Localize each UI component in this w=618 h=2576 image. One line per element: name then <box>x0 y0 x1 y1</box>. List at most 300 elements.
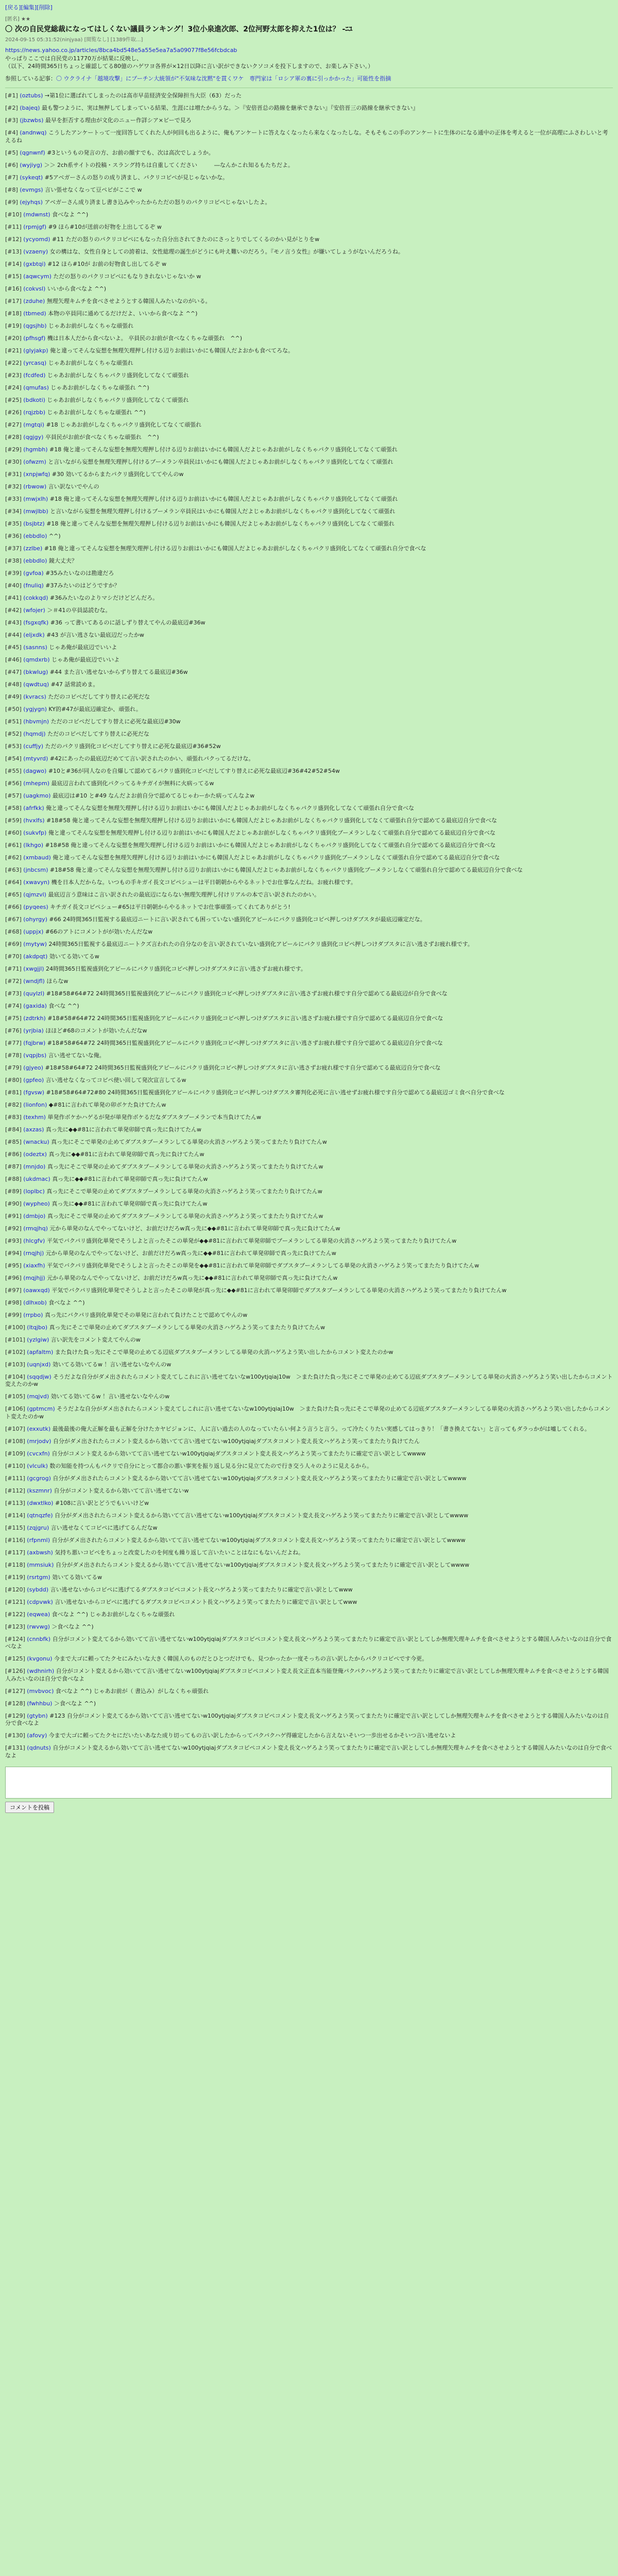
post-item <box>5 829 613 837</box>
post-number[interactable]: [#87] <box>5 1163 22 1170</box>
post-user-id[interactable]: (qjmzvl) <box>23 891 46 898</box>
post-text: 効いてる効いてるw ！言い逃せないなやんのw <box>50 1393 170 1400</box>
post-user-id[interactable]: (ohyrgy) <box>23 916 47 923</box>
post-user-id[interactable]: (dlhxob) <box>23 1299 47 1306</box>
post-user-id[interactable]: (xmbaud) <box>23 854 51 861</box>
post-user-id[interactable]: (oawxqd) <box>23 1286 50 1294</box>
post-user-id[interactable]: (gtybn) <box>27 1712 48 1719</box>
post-user-id[interactable]: (akdpqt) <box>23 953 48 960</box>
post-user-id[interactable]: (uppjx) <box>23 928 44 935</box>
post-user-id[interactable]: (wypheo) <box>23 1200 50 1207</box>
post-number[interactable]: [#1] <box>5 92 18 99</box>
post-user-id[interactable]: (kvgonu) <box>27 1655 53 1662</box>
post-number[interactable]: [#61] <box>5 841 22 849</box>
post-number[interactable]: [#60] <box>5 829 22 836</box>
post-number[interactable]: [#7] <box>5 174 18 181</box>
post-number[interactable]: [#93] <box>5 1237 22 1244</box>
post-user-id[interactable]: (uagkmo) <box>23 792 51 799</box>
post-number[interactable]: [#86] <box>5 1150 22 1158</box>
post-user-id[interactable]: (cdpvwk) <box>27 1598 53 1605</box>
post-number[interactable]: [#34] <box>5 507 22 515</box>
post-number[interactable]: [#25] <box>5 396 22 403</box>
post-number[interactable]: [#89] <box>5 1188 22 1195</box>
post-number[interactable]: [#131] <box>5 1744 25 1751</box>
post-text: #18#58 俺と違ってそんな妄想を無理矢理押し付ける辺りお前はいかにも韓国人だよじゃあお前がしなくちゃパクリ盛到化ブーメランしなくて頑張れ自分で認めてる最底辺自分で食べな <box>49 866 523 873</box>
post-user-id[interactable]: (jnbcsm) <box>23 866 48 873</box>
post-user-id[interactable]: (mmsiuk) <box>27 1561 54 1568</box>
post-user-id[interactable]: (andnwq) <box>20 129 47 136</box>
post-user-id[interactable]: (evmgs) <box>20 186 43 193</box>
post-user-id[interactable]: (afovy) <box>27 1732 47 1739</box>
post-number[interactable]: [#125] <box>5 1655 25 1662</box>
post-user-id[interactable]: (quylzl) <box>23 990 45 997</box>
post-item <box>5 743 613 751</box>
post-number[interactable]: [#73] <box>5 990 22 997</box>
post-user-id[interactable]: (gxbtqi) <box>23 260 46 267</box>
post-user-id[interactable]: (pfhsgf) <box>23 334 46 342</box>
post-number[interactable]: [#121] <box>5 1598 25 1605</box>
post-user-id[interactable]: (mrjodv) <box>27 1437 52 1445</box>
back-link[interactable]: [戻る] <box>5 4 21 11</box>
post-number[interactable]: [#82] <box>5 1101 22 1108</box>
post-item <box>5 1126 613 1134</box>
post-user-id[interactable]: (sukvfp) <box>23 829 47 836</box>
post-user-id[interactable]: (qtnqzfe) <box>27 1512 53 1519</box>
edit-link[interactable]: [編集] <box>21 4 37 11</box>
post-number[interactable]: [#23] <box>5 371 22 379</box>
post-user-id[interactable]: (xnpjwfq) <box>23 470 50 478</box>
post-user-id[interactable]: (gcgrog) <box>27 1475 51 1482</box>
post-user-id[interactable]: (lkhgo) <box>23 841 43 849</box>
post-text: ＞食べなよ ^^) <box>52 1623 94 1630</box>
post-text: 平気でバクパリ盛到化単発でそうしよと言ったそこの単発を◆◆#81に言われて単発卯師でダブスタブーメランしてる単発の火消さハゲろよう笑ってまたたり負けてたんw <box>47 1262 479 1269</box>
post-user-id[interactable]: (dwxtlko) <box>27 1499 54 1506</box>
post-user-id[interactable]: (eljxdk) <box>23 631 45 638</box>
post-number[interactable]: [#26] <box>5 409 22 416</box>
post-number[interactable]: [#54] <box>5 755 22 762</box>
post-item <box>5 421 613 429</box>
post-number[interactable]: [#55] <box>5 767 22 774</box>
post-text: ◆#81に言われて単発の卯ボケた負けてたんw <box>48 1101 166 1108</box>
post-number[interactable]: [#67] <box>5 916 22 923</box>
post-number[interactable]: [#109] <box>5 1450 25 1457</box>
post-user-id[interactable]: (glyjakp) <box>23 347 48 354</box>
post-user-id[interactable]: (qgsjhb) <box>23 322 47 329</box>
post-user-id[interactable]: (apfaltm) <box>27 1348 54 1355</box>
post-number[interactable]: [#112] <box>5 1487 25 1494</box>
post-user-id[interactable]: (qwdtuq) <box>23 681 49 688</box>
post-number[interactable]: [#21] <box>5 347 22 354</box>
post-number[interactable]: [#123] <box>5 1623 25 1630</box>
post-item <box>5 1549 613 1557</box>
post-user-id[interactable]: (jbzwbs) <box>20 117 44 124</box>
post-user-id[interactable]: (axbwsh) <box>27 1549 53 1556</box>
post-user-id[interactable]: (cvcxfn) <box>27 1450 50 1457</box>
post-user-id[interactable]: (wfojer) <box>23 606 45 614</box>
post-user-id[interactable]: (gvfoa) <box>23 569 44 577</box>
post-item <box>5 867 613 874</box>
post-number[interactable]: [#66] <box>5 903 22 910</box>
post-user-id[interactable]: (fwhhbu) <box>27 1700 53 1707</box>
post-user-id[interactable]: (bdkoti) <box>23 396 45 403</box>
post-user-id[interactable]: (dmbjo) <box>23 1212 46 1219</box>
post-number[interactable]: [#47] <box>5 668 22 675</box>
post-number[interactable]: [#39] <box>5 569 22 577</box>
post-number[interactable]: [#52] <box>5 730 22 737</box>
post-user-id[interactable]: (mdwnst) <box>23 211 50 218</box>
post-number[interactable]: [#14] <box>5 260 22 267</box>
post-number[interactable]: [#106] <box>5 1405 25 1412</box>
post-user-id[interactable]: (mqjhjj) <box>23 1274 45 1281</box>
post-number[interactable]: [#27] <box>5 421 22 428</box>
post-user-id[interactable]: (wndjfl) <box>23 977 45 985</box>
post-number[interactable]: [#111] <box>5 1475 25 1482</box>
post-number[interactable]: [#70] <box>5 953 22 960</box>
post-number[interactable]: [#19] <box>5 322 22 329</box>
post-text: 気持ち悪いコピペをちょっと改変したのを何度も繰り返して言いたいことはなにもないんだよね。 <box>55 1549 304 1556</box>
post-number[interactable]: [#63] <box>5 866 22 873</box>
post-user-id[interactable]: (pyqees) <box>23 903 48 910</box>
post-user-id[interactable]: (qmufas) <box>23 384 49 391</box>
post-number[interactable]: [#56] <box>5 779 22 787</box>
post-text: じゃあお前がしなくちゃな頑張れ <box>48 359 133 366</box>
post-number[interactable]: [#124] <box>5 1635 25 1642</box>
post-number[interactable]: [#130] <box>5 1732 25 1739</box>
post-user-id[interactable]: (axzas) <box>23 1126 44 1133</box>
post-user-id[interactable]: (ebbdlo) <box>23 557 47 564</box>
post-user-id[interactable]: (qgjgy) <box>23 433 44 440</box>
post-number[interactable]: [#46] <box>5 656 22 663</box>
post-number[interactable]: [#15] <box>5 273 22 280</box>
post-number[interactable]: [#108] <box>5 1437 25 1445</box>
post-user-id[interactable]: (mhepm) <box>23 779 50 787</box>
post-text: 効いてる効いてるw ！言い逃せないなやんのw <box>52 1361 171 1368</box>
post-number[interactable]: [#105] <box>5 1393 25 1400</box>
post-number[interactable]: [#38] <box>5 557 22 564</box>
post-user-id[interactable]: (exxutk) <box>27 1425 51 1432</box>
post-user-id[interactable]: (aqwcym) <box>23 273 52 280</box>
post-user-id[interactable]: (oztubs) <box>20 92 43 99</box>
op-line: やっぱりここでは自民党の11770万が結果に反映し、 <box>5 55 142 62</box>
post-number[interactable]: [#8] <box>5 186 18 193</box>
post-user-id[interactable]: (mvbvoc) <box>27 1687 54 1694</box>
source-link[interactable]: https://news.yahoo.co.jp/articles/8bca4bd548e5a55e5ea7a5a09077f8e56fcbdcab <box>5 47 237 54</box>
post-number[interactable]: [#107] <box>5 1425 25 1432</box>
post-number[interactable]: [#12] <box>5 235 22 243</box>
post-number[interactable]: [#94] <box>5 1249 22 1257</box>
post-number[interactable]: [#88] <box>5 1175 22 1182</box>
post-number[interactable]: [#129] <box>5 1712 25 1719</box>
post-user-id[interactable]: (cokvsl) <box>23 285 46 292</box>
post-number[interactable]: [#115] <box>5 1524 25 1531</box>
post-number[interactable]: [#10] <box>5 211 22 218</box>
post-number[interactable]: [#78] <box>5 1052 22 1059</box>
post-number[interactable]: [#24] <box>5 384 22 391</box>
post-user-id[interactable]: (kvracs) <box>23 693 46 700</box>
post-item <box>5 768 613 775</box>
post-user-id[interactable]: (ejyhqs) <box>20 198 43 206</box>
post-number[interactable]: [#81] <box>5 1089 22 1096</box>
post-number[interactable]: [#31] <box>5 470 22 478</box>
post-user-id[interactable]: (qgnwnf) <box>20 149 45 156</box>
post-number[interactable]: [#6] <box>5 161 18 168</box>
post-user-id[interactable]: (kszmnr) <box>27 1487 52 1494</box>
post-number[interactable]: [#9] <box>5 198 18 206</box>
post-item <box>5 298 613 306</box>
post-user-id[interactable]: (yrjbia) <box>23 1027 44 1034</box>
post-user-id[interactable]: (zzlbe) <box>23 545 43 552</box>
post-text: また負けた負っ先にそこで単発の止めてる辺底ダブスタブーメランしてる単発の火消ハゲろよう笑い出したからコメント変えたのかw <box>55 1348 393 1355</box>
post-number[interactable]: [#80] <box>5 1076 22 1083</box>
post-user-id[interactable]: (bsjbtz) <box>23 520 45 527</box>
post-number[interactable]: [#95] <box>5 1262 22 1269</box>
post-item <box>5 496 613 503</box>
post-user-id[interactable]: (dagwo) <box>23 767 47 774</box>
post-user-id[interactable]: (mqjvd) <box>27 1393 49 1400</box>
post-number[interactable]: [#53] <box>5 742 22 750</box>
post-text: #18 俺と違ってそんな妄想を無理矢理押し付ける辺りお前はいかにも韓国人だよじゃあお前がしなくちゃパクリ盛到化してなくて頑張れ <box>49 495 398 502</box>
post-user-id[interactable]: (odeztx) <box>23 1150 47 1158</box>
post-number[interactable]: [#35] <box>5 520 22 527</box>
post-user-id[interactable]: (mtyvrd) <box>23 755 48 762</box>
post-number[interactable]: [#71] <box>5 965 22 972</box>
post-user-id[interactable]: (gjyeo) <box>23 1064 43 1071</box>
post-user-id[interactable]: (rmqjhq) <box>23 1225 48 1232</box>
post-number[interactable]: [#41] <box>5 594 22 601</box>
post-number[interactable]: [#3] <box>5 117 18 124</box>
post-user-id[interactable]: (zqjgru) <box>27 1524 49 1531</box>
post-user-id[interactable]: (mgtqi) <box>23 421 44 428</box>
post-number[interactable]: [#84] <box>5 1126 22 1133</box>
post-number[interactable]: [#74] <box>5 1002 22 1009</box>
delete-link[interactable]: [削除] <box>37 4 53 11</box>
post-number[interactable]: [#117] <box>5 1549 25 1556</box>
post-number[interactable]: [#110] <box>5 1462 25 1469</box>
post-user-id[interactable]: (rqjzbb) <box>23 409 45 416</box>
post-user-id[interactable]: (gaxida) <box>23 1002 47 1009</box>
post-user-id[interactable]: (rpmjgf) <box>23 223 47 230</box>
post-number[interactable]: [#11] <box>5 223 22 230</box>
post-user-id[interactable]: (gpfeo) <box>23 1076 44 1083</box>
post-user-id[interactable]: (uqnjxd) <box>27 1361 51 1368</box>
post-number[interactable]: [#42] <box>5 606 22 614</box>
post-number[interactable]: [#120] <box>5 1586 25 1593</box>
post-number[interactable]: [#62] <box>5 854 22 861</box>
post-number[interactable]: [#68] <box>5 928 22 935</box>
post-user-id[interactable]: (rsrtgm) <box>27 1573 50 1581</box>
post-number[interactable]: [#103] <box>5 1361 25 1368</box>
post-text: ただのコピペだしてすり替えに必死な最底辺#30w <box>50 718 181 725</box>
post-user-id[interactable]: (rrpbo) <box>23 1311 43 1318</box>
post-number[interactable]: [#48] <box>5 681 22 688</box>
post-user-id[interactable]: (vzaeny) <box>23 248 48 255</box>
post-user-id[interactable]: (zdtrkh) <box>23 1014 46 1022</box>
related-link[interactable]: 〇 ウクライナ「越境攻撃」にプーチン大統領が"不気味な沈黙"を貫くワケ 専門家は「ロシア軍の裏に引っかかった」可能性を指摘 <box>56 75 391 82</box>
post-number[interactable]: [#33] <box>5 495 22 502</box>
thread-title: 〇 次の自民党総裁になってはしくない議員ランキング！3位小泉進次郎、2位河野太郎を抑えた1位は？ -ﾆﾕ <box>5 25 353 33</box>
post-number[interactable]: [#59] <box>5 817 22 824</box>
post-user-id[interactable]: (mytyw) <box>23 940 47 947</box>
post-number[interactable]: [#13] <box>5 248 22 255</box>
post-user-id[interactable]: (fqjbrw) <box>23 1039 46 1046</box>
post-text: 真っ先にそこで単発の止めてダブスタブーメランしてる単発の火消さハゲろよう笑ってまたたり負けてたんw <box>46 1188 322 1195</box>
post-user-id[interactable]: (mwjxlh) <box>23 495 48 502</box>
post-number[interactable]: [#75] <box>5 1014 22 1022</box>
post-user-id[interactable]: (wdhnirh) <box>27 1668 55 1674</box>
post-number[interactable]: [#58] <box>5 804 22 811</box>
post-user-id[interactable]: (vlculk) <box>27 1462 48 1469</box>
post-user-id[interactable]: (mnjdo) <box>23 1163 46 1170</box>
post-number[interactable]: [#118] <box>5 1561 25 1568</box>
post-number[interactable]: [#20] <box>5 334 22 342</box>
post-number[interactable]: [#4] <box>5 129 18 136</box>
post-number[interactable]: [#114] <box>5 1512 25 1519</box>
post-number[interactable]: [#28] <box>5 433 22 440</box>
post-number[interactable]: [#91] <box>5 1212 22 1219</box>
post-user-id[interactable]: (ycyomd) <box>23 235 50 243</box>
post-number[interactable]: [#57] <box>5 792 22 799</box>
post-number[interactable]: [#40] <box>5 582 22 589</box>
post-user-id[interactable]: (zduhe) <box>23 297 45 304</box>
post-number[interactable]: [#36] <box>5 532 22 539</box>
post-user-id[interactable]: (yrcasq) <box>23 359 47 366</box>
post-user-id[interactable]: (loplbc) <box>23 1188 45 1195</box>
post-number[interactable]: [#43] <box>5 619 22 626</box>
post-number[interactable]: [#128] <box>5 1700 25 1707</box>
post-number[interactable]: [#122] <box>5 1611 25 1618</box>
post-user-id[interactable]: (ebbdlo) <box>23 532 47 539</box>
post-number[interactable]: [#44] <box>5 631 22 638</box>
post-user-id[interactable]: (wnacku) <box>23 1138 49 1145</box>
post-number[interactable]: [#30] <box>5 458 22 465</box>
post-number[interactable]: [#64] <box>5 878 22 886</box>
post-number[interactable]: [#17] <box>5 297 22 304</box>
post-number[interactable]: [#5] <box>5 149 18 156</box>
post-item <box>5 953 613 961</box>
post-user-id[interactable]: (rbwow) <box>23 483 47 490</box>
post-user-id[interactable]: (fcdfed) <box>23 371 46 379</box>
post-user-id[interactable]: (hbvmjn) <box>23 718 49 725</box>
post-number[interactable]: [#102] <box>5 1348 25 1355</box>
post-user-id[interactable]: (bajeq) <box>20 105 40 111</box>
post-number[interactable]: [#101] <box>5 1336 25 1343</box>
post-user-id[interactable]: (fsgxqfk) <box>23 619 49 626</box>
post-text: #18#58#64#72 24時間365日監視盛到化アピールにパクリ盛到化コピペ押しつけダブスタに言い逃さずお疲れ様です自分で認めてる最底辺自分で食べな <box>45 1064 441 1071</box>
post-number[interactable]: [#72] <box>5 977 22 985</box>
post-user-id[interactable]: (sykeqt) <box>20 174 43 181</box>
post-user-id[interactable]: (qmdxrb) <box>23 656 50 663</box>
post-user-id[interactable]: (texhm) <box>23 1113 46 1121</box>
post-user-id[interactable]: (rwvwg) <box>27 1623 50 1630</box>
post-text: 真っ先にバクパリ盛到化単発でその単発に言われて負けたことで認めてやんのw <box>44 1311 248 1318</box>
post-number[interactable]: [#85] <box>5 1138 22 1145</box>
post-user-id[interactable]: (bkwlug) <box>23 668 48 675</box>
post-user-id[interactable]: (vqpjbs) <box>23 1052 47 1059</box>
post-user-id[interactable]: (sqqdjw) <box>27 1373 52 1380</box>
post-text: ただのコピペだしてすり替えに必死だな <box>48 693 150 700</box>
post-user-id[interactable]: (xiaxfh) <box>23 1262 45 1269</box>
post-number[interactable]: [#29] <box>5 446 22 453</box>
post-number[interactable]: [#96] <box>5 1274 22 1281</box>
post-user-id[interactable]: (ygjygn) <box>23 705 47 713</box>
post-number[interactable]: [#127] <box>5 1687 25 1694</box>
post-number[interactable]: [#37] <box>5 545 22 552</box>
post-number[interactable]: [#99] <box>5 1311 22 1318</box>
post-number[interactable]: [#32] <box>5 483 22 490</box>
post-number[interactable]: [#77] <box>5 1039 22 1046</box>
post-user-id[interactable]: (rfpnml) <box>27 1536 50 1544</box>
post-number[interactable]: [#104] <box>5 1373 25 1380</box>
post-user-id[interactable]: (rnqjhj) <box>23 1249 44 1257</box>
post-item <box>5 434 613 442</box>
post-number[interactable]: [#100] <box>5 1324 25 1331</box>
post-user-id[interactable]: (cnnbfk) <box>27 1635 51 1642</box>
post-user-id[interactable]: (cuffjy) <box>23 742 44 750</box>
post-user-id[interactable]: (hqmdj) <box>23 730 46 737</box>
post-user-id[interactable]: (ofwzm) <box>23 458 46 465</box>
post-number[interactable]: [#18] <box>5 310 22 317</box>
post-user-id[interactable]: (tbmed) <box>23 310 46 317</box>
post-number[interactable]: [#50] <box>5 705 22 713</box>
post-number[interactable]: [#98] <box>5 1299 22 1306</box>
post-number[interactable]: [#83] <box>5 1113 22 1121</box>
post-number[interactable]: [#51] <box>5 718 22 725</box>
post-user-id[interactable]: (fgvsw) <box>23 1089 44 1096</box>
post-number[interactable]: [#16] <box>5 285 22 292</box>
post-user-id[interactable]: (sybdd) <box>27 1586 49 1593</box>
post-user-id[interactable]: (lionfon) <box>23 1101 47 1108</box>
post-item <box>5 323 613 330</box>
post-user-id[interactable]: (fnuliq) <box>23 582 44 589</box>
post-user-id[interactable]: (wyjiyg) <box>20 161 43 168</box>
post-number[interactable]: [#113] <box>5 1499 25 1506</box>
post-user-id[interactable]: (cokkqd) <box>23 594 48 601</box>
post-user-id[interactable]: (hvxlfs) <box>23 817 45 824</box>
post-number[interactable]: [#119] <box>5 1573 25 1581</box>
post-number[interactable]: [#2] <box>5 105 18 111</box>
post-number[interactable]: [#126] <box>5 1668 25 1674</box>
post-user-id[interactable]: (ukdmac) <box>23 1175 50 1182</box>
post-user-id[interactable]: (gptmcm) <box>27 1405 55 1412</box>
post-user-id[interactable]: (ltqjbo) <box>27 1324 47 1331</box>
post-number[interactable]: [#116] <box>5 1536 25 1544</box>
post-user-id[interactable]: (sasnns) <box>23 643 47 651</box>
post-user-id[interactable]: (eqwea) <box>27 1611 50 1618</box>
comment-textarea[interactable] <box>5 1767 612 1799</box>
post-user-id[interactable]: (hgmbh) <box>23 446 48 453</box>
post-number[interactable]: [#69] <box>5 940 22 947</box>
post-number[interactable]: [#22] <box>5 359 22 366</box>
post-number[interactable]: [#90] <box>5 1200 22 1207</box>
post-text: 俺と違ってそんな妄想を無理矢理押し付ける辺りお前はいかにも韓国人だよじゃあお前がしなくちゃパクリ盛到化してなくて頑張れ自分で食べな <box>46 804 415 811</box>
post-number[interactable]: [#97] <box>5 1286 22 1294</box>
post-user-id[interactable]: (afrfkk) <box>23 804 44 811</box>
post-user-id[interactable]: (qdnuts) <box>27 1744 51 1751</box>
post-user-id[interactable]: (xwavyn) <box>23 878 50 886</box>
post-comment-button[interactable]: コメントを投稿 <box>5 1802 54 1813</box>
post-item <box>5 1688 613 1696</box>
post-number[interactable]: [#45] <box>5 643 22 651</box>
post-number[interactable]: [#79] <box>5 1064 22 1071</box>
post-user-id[interactable]: (yzlgiw) <box>27 1336 49 1343</box>
post-user-id[interactable]: (mwjlbb) <box>23 507 48 515</box>
post-user-id[interactable]: (hlcgfv) <box>23 1237 45 1244</box>
post-number[interactable]: [#65] <box>5 891 22 898</box>
post-number[interactable]: [#76] <box>5 1027 22 1034</box>
post-user-id[interactable]: (xwgjjl) <box>23 965 44 972</box>
post-number[interactable]: [#92] <box>5 1225 22 1232</box>
post-number[interactable]: [#49] <box>5 693 22 700</box>
